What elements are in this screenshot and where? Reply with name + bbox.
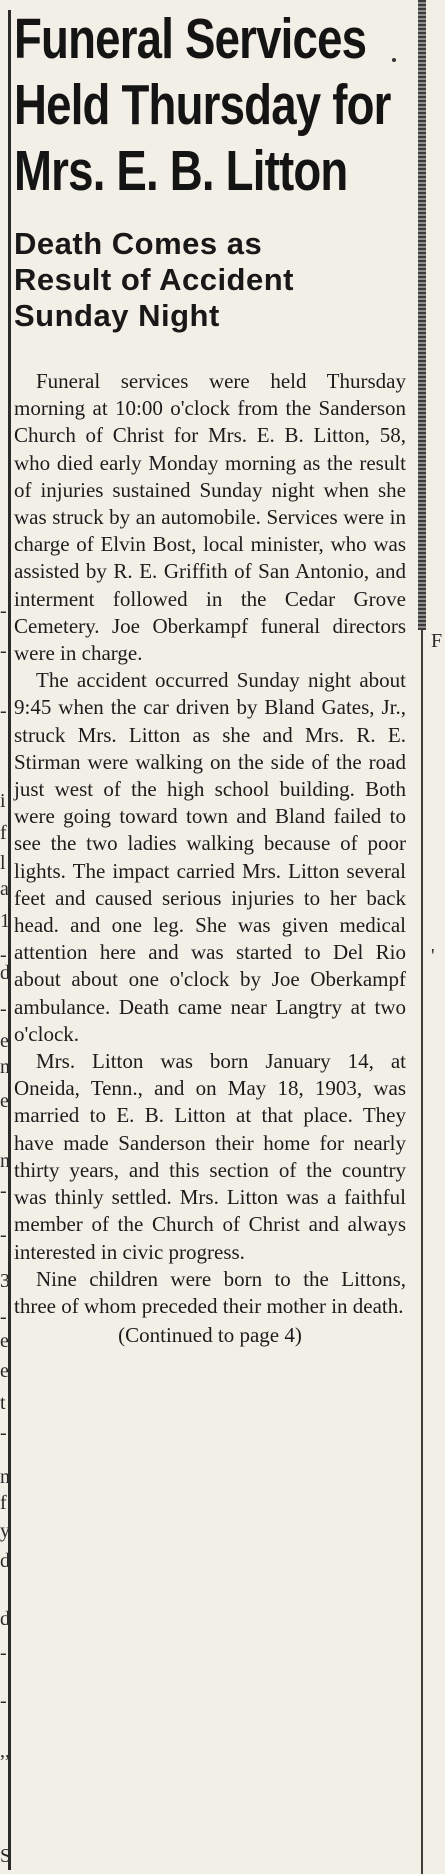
adjacent-column-fragment: y bbox=[0, 1520, 10, 1542]
paragraph-1: Funeral services were held Thursday morning at 10:00 o'clock from the Sanderson Church of Christ for Mrs. E. B. Litton, 58, who died early Monday morning as the result of injuries sustained Sunday night when she was struck by an automobile. Services were in charge of Elvin Bost, local minister, who was assisted by R. E. Griffith of San Antonio, and interment followed in the Cedar Grove Cemetery. Joe Oberkampf funeral directors were in charge. bbox=[14, 369, 406, 666]
article-body bbox=[14, 368, 406, 1349]
adjacent-column-fragment: d bbox=[0, 962, 10, 984]
adjacent-column-fragment: e bbox=[0, 1330, 9, 1352]
adjacent-column-fragment: ,, bbox=[0, 1740, 10, 1762]
headline-line-1: Funeral Services bbox=[14, 7, 367, 71]
paragraph-3: Mrs. Litton was born January 14, at Oneida, Tenn., and on May 18, 1903, was married to E. B. Litton at that place. They have made Sanderson their home for nearly thirty years, and this section of the country was thinly settled. Mrs. Litton was a faithful member of the Church of Christ and always interested in civic progress. bbox=[14, 1049, 406, 1264]
column-rule-right bbox=[421, 630, 423, 1874]
adjacent-column-fragment: l bbox=[0, 852, 6, 874]
adjacent-column-fragment: a bbox=[0, 878, 9, 900]
adjacent-column-fragment: - bbox=[0, 600, 7, 622]
adjacent-column-fragment: - bbox=[0, 1224, 7, 1246]
adjacent-column-fragment: - bbox=[0, 944, 7, 966]
adjacent-column-fragment: - bbox=[0, 998, 7, 1020]
adjacent-column-fragment: - bbox=[0, 1180, 7, 1202]
subheadline-line-1: Death Comes as bbox=[14, 226, 263, 261]
headline-line-2: Held Thursday for bbox=[14, 73, 391, 137]
adjacent-column-fragment: 3 bbox=[0, 1270, 10, 1292]
adjacent-column-fragment: - bbox=[0, 640, 7, 662]
headline bbox=[14, 6, 412, 204]
adjacent-column-fragment: f bbox=[0, 1492, 7, 1514]
paragraph-4: Nine children were born to the Littons, three of whom preceded their mother in death. bbox=[14, 1266, 406, 1318]
subheadline-line-3: Sunday Night bbox=[14, 298, 220, 333]
adjacent-column-fragment: F bbox=[431, 630, 443, 652]
column-rule-left bbox=[8, 10, 11, 1870]
subheadline-line-2: Result of Accident bbox=[14, 262, 294, 297]
adjacent-column-fragment: f bbox=[0, 822, 7, 844]
column-rule-right-shaded bbox=[418, 0, 426, 630]
adjacent-column-fragment: n bbox=[0, 1150, 10, 1172]
adjacent-column-fragment: ' bbox=[431, 945, 435, 967]
adjacent-column-fragment: e bbox=[0, 1090, 9, 1112]
adjacent-column-fragment: S bbox=[0, 1845, 12, 1867]
adjacent-column-fragment: n bbox=[0, 1466, 10, 1488]
subheadline bbox=[14, 226, 412, 334]
adjacent-column-fragment: d bbox=[0, 1550, 10, 1572]
continued-notice: (Continued to page 4) bbox=[118, 1323, 302, 1348]
article-header bbox=[14, 6, 412, 334]
adjacent-column-fragment: - bbox=[0, 1422, 7, 1444]
adjacent-column-fragment: t bbox=[0, 1392, 6, 1414]
adjacent-column-fragment: e bbox=[0, 1030, 9, 1052]
adjacent-column-fragment: 1 bbox=[0, 910, 10, 932]
headline-line-3: Mrs. E. B. Litton bbox=[14, 139, 348, 203]
adjacent-column-fragment: - bbox=[0, 1306, 7, 1328]
adjacent-column-fragment: d bbox=[0, 1608, 10, 1630]
adjacent-column-fragment: - bbox=[0, 700, 7, 722]
adjacent-column-fragment: - bbox=[0, 1642, 7, 1664]
paragraph-2: The accident occurred Sunday night about 9:45 when the car driven by Bland Gates, Jr., struck Mrs. Litton as she and Mrs. R. E. Stirman were walking on the side of the road just west of the high school building. Both were going toward town and Bland failed to see the two ladies walking because of poor lights. The impact carried Mrs. Litton several feet and caused serious injuries to her back head. and one leg. She was given medical attention here and was started to Del Rio about about one o'clock by Joe Oberkampf ambulance. Death came near Langtry at two o'clock. bbox=[14, 668, 406, 1046]
adjacent-column-fragment: i bbox=[0, 790, 6, 812]
adjacent-column-fragment: n bbox=[0, 1056, 10, 1078]
adjacent-column-fragment: - bbox=[0, 1690, 7, 1712]
adjacent-column-fragment: e bbox=[0, 1360, 9, 1382]
